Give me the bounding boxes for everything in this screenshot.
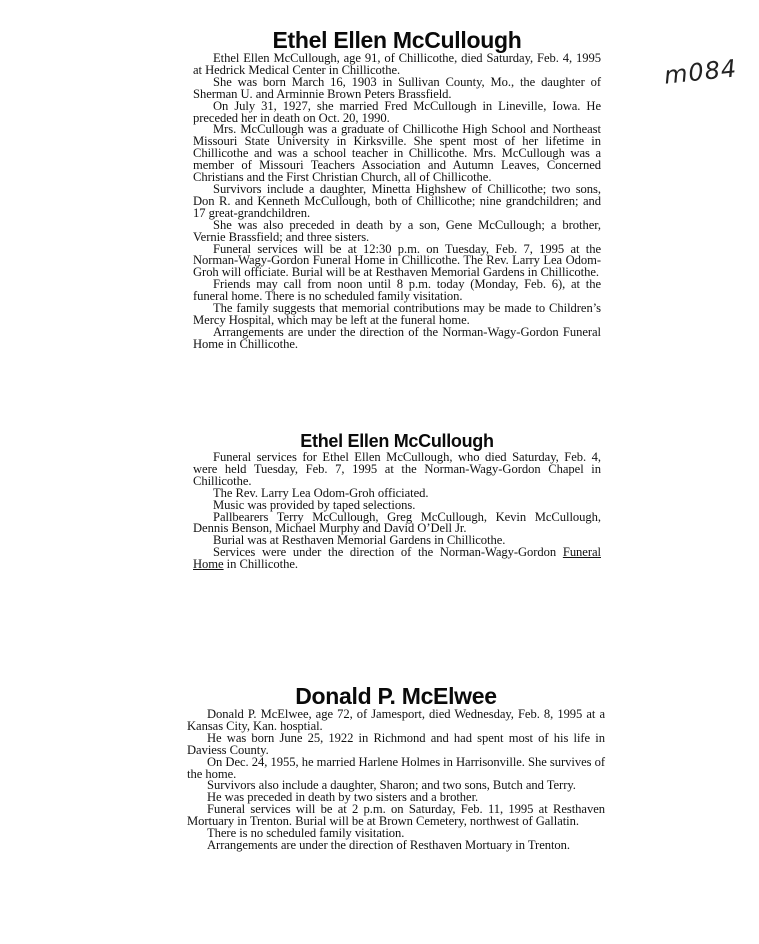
obituary-paragraph: Mrs. McCullough was a graduate of Chillicothe High School and Northeast Missouri State University in Kirksville. She spent most of her lifetime in Chillicothe and was a school teacher in Chillicothe. Mrs. McCullough was a member of Missouri Teachers Association and Autumn Leaves, Concerned Christians and the First Christian Church, all of Chillicothe. bbox=[193, 122, 601, 185]
obituary-paragraph: On July 31, 1927, she married Fred McCullough in Lineville, Iowa. He preceded her in death on Oct. 20, 1990. bbox=[193, 98, 601, 125]
obituary-paragraph: The family suggests that memorial contributions may be made to Children’s Mercy Hospital, which may be left at the funeral home. bbox=[193, 301, 601, 327]
obituary-body bbox=[193, 53, 601, 351]
obituary-mcelwee bbox=[187, 683, 605, 852]
obituary-mccullough bbox=[193, 27, 601, 351]
obituary-paragraph: Funeral services for Ethel Ellen McCullough, who died Saturday, Feb. 4, were held Tuesday, Feb. 7, 1995 at the Norman-Wagy-Gordon Chapel in Chillicothe. bbox=[193, 450, 601, 488]
obituary-paragraph: Music was provided by taped selections. bbox=[213, 497, 416, 512]
paragraph-text: in Chillicothe. bbox=[223, 557, 298, 572]
obituary-paragraph: She was also preceded in death by a son, Gene McCullough; a brother, Vernie Brassfield; and three sisters. bbox=[193, 217, 601, 244]
obituary-paragraph: Funeral services will be at 2 p.m. on Saturday, Feb. 11, 1995 at Resthaven Mortuary in Trenton. Burial will be at Brown Cemetery, northwest of Gallatin. bbox=[187, 802, 605, 829]
obituary-title: Donald P. McElwee bbox=[295, 683, 497, 709]
obituary-paragraph: Burial was at Resthaven Memorial Gardens in Chillicothe. bbox=[213, 533, 506, 548]
obituary-paragraph: The Rev. Larry Lea Odom-Groh officiated. bbox=[213, 485, 429, 500]
obituary-paragraph: On Dec. 24, 1955, he married Harlene Holmes in Harrisonville. She survives of the home. bbox=[187, 754, 605, 781]
obituary-paragraph bbox=[193, 547, 601, 571]
obituary-paragraph: Survivors include a daughter, Minetta Highshew of Chillicothe; two sons, Don R. and Kenneth McCullough, both of Chillicothe; nine grandchildren; and 17 great-grandchildren. bbox=[193, 181, 601, 220]
obituary-paragraph: Donald P. McElwee, age 72, of Jamesport, died Wednesday, Feb. 8, 1995 at a Kansas City, Kan. hosptial. bbox=[187, 707, 605, 733]
obituary-paragraph: Funeral services will be at 12:30 p.m. on Tuesday, Feb. 7, 1995 at the Norman-Wagy-Gordon Funeral Home in Chillicothe. The Rev. Larry Lea Odom-Groh will officiate. Burial will be at Resthaven Memorial Gardens in Chillicothe. bbox=[193, 241, 601, 280]
obituary-paragraph: Arrangements are under the direction of Resthaven Mortuary in Trenton. bbox=[207, 837, 571, 852]
obituary-body bbox=[193, 452, 601, 571]
handwritten-annotation: m084 bbox=[662, 54, 739, 90]
obituary-paragraph: Arrangements are under the direction of the Norman-Wagy-Gordon Funeral Home in Chillicothe. bbox=[193, 324, 601, 351]
obituary-paragraph: Survivors also include a daughter, Sharon; and two sons, Butch and Terry. bbox=[207, 778, 576, 793]
underlined-text: Funeral Home bbox=[193, 545, 601, 572]
obituary-paragraph: He was preceded in death by two sisters and a brother. bbox=[207, 790, 479, 805]
paragraph-text: Services were under the direction of the Norman-Wagy-Gordon bbox=[213, 545, 557, 560]
obituary-paragraph: Ethel Ellen McCullough, age 91, of Chillicothe, died Saturday, Feb. 4, 1995 at Hedrick Medical Center in Chillicothe. bbox=[193, 51, 601, 77]
obituary-paragraph: There is no scheduled family visitation. bbox=[207, 826, 405, 841]
obituary-title: Ethel Ellen McCullough bbox=[272, 27, 522, 53]
obituary-paragraph: Friends may call from noon until 8 p.m. today (Monday, Feb. 6), at the funeral home. There is no scheduled family visitation. bbox=[193, 277, 601, 304]
obituary-title: Ethel Ellen McCullough bbox=[300, 431, 494, 451]
obituary-paragraph: He was born June 25, 1922 in Richmond and had spent most of his life in Daviess County. bbox=[187, 730, 605, 757]
obituary-paragraph: Pallbearers Terry McCullough, Greg McCullough, Kevin McCullough, Dennis Benson, Michael Murphy and David O’Dell Jr. bbox=[193, 509, 601, 536]
obituary-paragraph: She was born March 16, 1903 in Sullivan County, Mo., the daughter of Sherman U. and Arminnie Brown Peters Brassfield. bbox=[193, 74, 601, 101]
obituary-body bbox=[187, 709, 605, 852]
funeral-notice-mccullough bbox=[193, 430, 601, 571]
